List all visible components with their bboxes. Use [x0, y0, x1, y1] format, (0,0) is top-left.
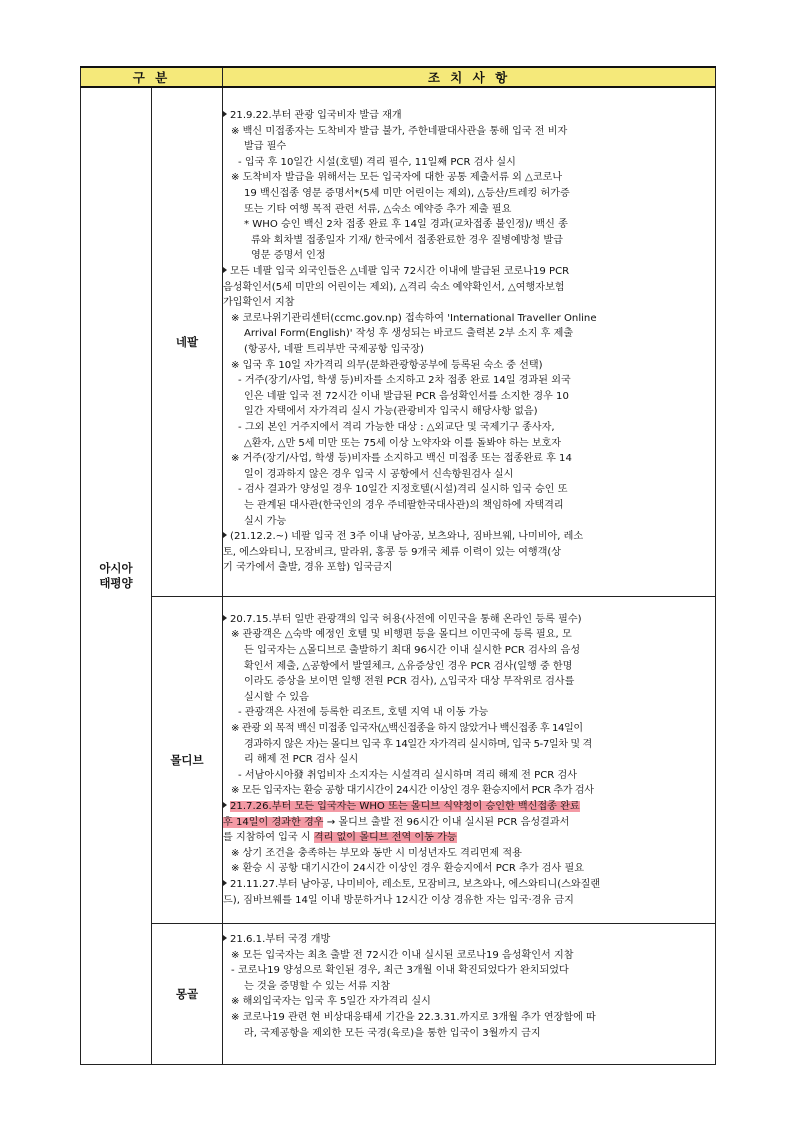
measure-line: ※ 코로나위기관리센터(ccmc.gov.np) 접속하여 'International Traveller Online: [231, 312, 597, 324]
measure-line: - 그외 본인 거주지에서 격리 가능한 대상 : △외교단 및 국제기구 종사자,: [238, 421, 555, 433]
measure-line: 음성확인서(5세 미만의 어린이는 제외), △격리 숙소 예약확인서, △여행자보험: [223, 281, 565, 293]
bullet-triangle-icon: [223, 111, 227, 117]
measure-line: 확인서 제출, △공항에서 발열체크, △유증상인 경우 PCR 검사(일행 중 한명: [244, 660, 573, 672]
measure-line: 토, 에스와티니, 모잠비크, 말라위, 홍콩 등 9개국 체류 이력이 있는 여행객(상: [223, 546, 562, 558]
measure-line: 실시할 수 있음: [244, 691, 309, 703]
measures-maldives: [223, 597, 716, 924]
bullet-triangle-icon: [223, 880, 227, 886]
measure-line: 일간 자택에서 자가격리 실시 가능(관광비자 입국시 해당사항 없음): [244, 406, 538, 418]
measure-line: ※ 해외입국자는 입국 후 5일간 자가격리 실시: [231, 996, 431, 1008]
row-mongolia: [81, 924, 716, 1065]
measure-line: - 입국 후 10일간 시설(호텔) 격리 필수, 11일째 PCR 검사 실시: [238, 156, 516, 168]
measure-line: 모든 네팔 입국 외국인들은 △네팔 입국 72시간 이내에 발급된 코로나19 PCR: [223, 264, 715, 280]
measure-line: - 관광객은 사전에 등록한 리조트, 호텔 지역 내 이동 가능: [238, 707, 489, 719]
measure-line: ※ 모든 입국자는 최초 출발 전 72시간 이내 실시된 코로나19 음성확인서 지참: [231, 949, 574, 961]
measure-line: 후 14일이 경과한 경우 → 몰디브 출발 전 96시간 이내 실시된 PCR 음성결과서: [223, 816, 570, 828]
measures-mongolia: [223, 924, 716, 1065]
measure-line: (항공사, 네팔 트리부반 국제공항 입국장): [244, 344, 424, 355]
measure-line: 류와 회차별 접종일자 기재/ 한국에서 접종완료한 경우 질병예방청 발급: [251, 234, 563, 246]
row-nepal: [81, 87, 716, 597]
measure-line: - 검사 결과가 양성일 경우 10일간 지정호텔(시설)격리 실시하 입국 승인 또: [238, 484, 568, 496]
measure-line: 이라도 증상을 보이면 일행 전원 PCR 검사), △입국자 대상 무작위로 검사를: [244, 676, 575, 688]
measure-line: 19 백신접종 영문 증명서*(5세 미만 어린이는 제외), △등산/트레킹 허가증: [244, 188, 570, 200]
table-header-row: [81, 67, 716, 87]
bullet-triangle-icon: [223, 935, 227, 941]
row-maldives: [81, 597, 716, 924]
measure-line: - 거주(장기/사업, 학생 등)비자를 소지하고 2차 접종 완료 14일 경과된 외국: [238, 375, 571, 387]
measure-line: 21.11.27.부터 남아공, 나미비아, 레소토, 모잠비크, 보츠와나, 에스와티니(스와질랜: [223, 877, 715, 893]
country-mongolia: 몽골: [152, 924, 223, 1065]
bullet-triangle-icon: [223, 615, 227, 621]
bullet-triangle-icon: [223, 802, 227, 808]
bullet-triangle-icon: [223, 267, 227, 273]
highlight-text: 21.7.26.부터 모든 입국자는 WHO 또는 몰디브 식약청이 승인한 백신접종 완료: [230, 800, 580, 812]
measure-line: ※ 코로나19 관련 현 비상대응태세 기간을 22.3.31.까지로 3개월 추가 연장함에 따: [231, 1011, 596, 1023]
measure-line: ※ 상기 조건을 충족하는 부모와 동반 시 미성년자도 격리면제 적용: [231, 847, 522, 859]
measure-line: 드), 짐바브웨를 14일 이내 방문하거나 12시간 이상 경유한 자는 입국·경유 금지: [223, 894, 574, 906]
measure-line: 는 관계된 대사관(한국인의 경우 주네팔한국대사관)의 책임하에 자택격리: [244, 499, 564, 511]
measure-line: ※ 관광 외 목적 백신 미접종 입국자(△백신접종을 하지 않았거나 백신접종 후 14일이: [231, 723, 583, 735]
header-measures: 조 치 사 항: [223, 67, 716, 87]
measure-line: 또는 기타 여행 목적 관련 서류, △숙소 예약증 추가 제출 필요: [244, 203, 512, 215]
measure-line: 실시 가능: [244, 515, 287, 527]
measure-line: 인은 네팔 입국 전 72시간 이내 발급된 PCR 음성확인서를 소지한 경우 10: [244, 390, 569, 402]
measure-line: - 서남아시아發 취업비자 소지자는 시설격리 실시하며 격리 해제 전 PCR 검사: [238, 769, 577, 781]
region-cell: [81, 87, 152, 1065]
measure-line: 라, 국제공항을 제외한 모든 국경(육로)을 통한 입국이 3월까지 금지: [244, 1027, 541, 1039]
measure-line: 기 국가에서 출발, 경유 포함) 입국금지: [223, 562, 393, 574]
travel-measures-table: [80, 66, 716, 1065]
measure-line: 든 입국자는 △몰디브로 출발하기 최대 96시간 이내 실시한 PCR 검사의 음성: [244, 645, 581, 657]
measure-line: 리 해제 전 PCR 검사 실시: [244, 754, 359, 766]
measure-line: 21.6.1.부터 국경 개방: [223, 932, 715, 948]
highlight-text: 후 14일이 경과한 경우: [223, 816, 324, 828]
measure-line: ※ 거주(장기/사업, 학생 등)비자를 소지하고 백신 미접종 또는 접종완료 후 14: [231, 453, 572, 465]
header-category: 구 분: [81, 67, 223, 87]
measure-line: ※ 환승 시 공항 대기시간이 24시간 이상인 경우 환승지에서 PCR 추가 검사 필요: [231, 863, 584, 875]
measure-line: ※ 입국 후 10일 자가격리 의무(문화관광항공부에 등록된 숙소 중 선택): [231, 359, 543, 371]
measure-line: 를 지참하여 입국 시 격리 없이 몰디브 전역 이동 가능: [223, 832, 457, 844]
measure-line: △환자, △만 5세 미만 또는 75세 이상 노약자와 이를 돌봐야 하는 보호자: [244, 437, 562, 449]
measure-line: * WHO 승인 백신 2차 접종 완료 후 14일 경과(교차접종 불인정)/ 백신 종: [244, 219, 568, 231]
measure-line: [223, 799, 715, 815]
measure-line: 20.7.15.부터 일반 관광객의 입국 허용(사전에 이민국을 통해 온라인 등록 필수): [223, 612, 715, 628]
country-nepal: 네팔: [152, 87, 223, 597]
measure-line: ※ 백신 미접종자는 도착비자 발급 불가, 주한네팔대사관을 통해 입국 전 비자: [231, 125, 568, 137]
measure-line: 영문 증명서 인정: [251, 250, 326, 262]
bullet-triangle-icon: [223, 532, 227, 538]
measure-line: 21.9.22.부터 관광 입국비자 발급 재개: [223, 108, 715, 124]
measure-line: - 코로나19 양성으로 확인된 경우, 최근 3개월 이내 확진되었다가 완치되었다: [231, 965, 569, 977]
measure-line: ※ 모든 입국자는 환승 공항 대기시간이 24시간 이상인 경우 환승지에서 PCR 추가 검사: [231, 785, 594, 797]
measure-line: 는 것을 증명할 수 있는 서류 지참: [244, 980, 391, 992]
measure-line: (21.12.2.~) 네팔 입국 전 3주 이내 남아공, 보츠와나, 짐바브웨, 나미비아, 레소: [223, 529, 715, 545]
measure-line: 일이 경과하지 않은 경우 입국 시 공항에서 신속항원검사 실시: [244, 468, 514, 480]
region-line-1: 아시아: [99, 561, 133, 575]
measure-line: Arrival Form(English)' 작성 후 생성되는 바코드 출력본 2부 소지 후 제출: [244, 328, 574, 340]
measure-line: ※ 관광객은 △숙박 예정인 호텔 및 비행편 등을 몰디브 이민국에 등록 필요, 모: [231, 629, 572, 641]
highlight-text: 격리 없이 몰디브 전역 이동 가능: [313, 832, 457, 844]
measure-line: 경과하지 않은 자)는 몰디브 입국 후 14일간 자가격리 실시하며, 입국 5-7일차 및 격: [244, 738, 592, 750]
measure-line: 가입확인서 지참: [223, 297, 295, 309]
measures-nepal: [223, 87, 716, 597]
measure-line: 발급 필수: [244, 141, 287, 153]
country-maldives: 몰디브: [152, 597, 223, 924]
region-line-2: 태평양: [99, 576, 133, 590]
measure-line: ※ 도착비자 발급을 위해서는 모든 입국자에 대한 공통 제출서류 외 △코로나: [231, 172, 563, 184]
